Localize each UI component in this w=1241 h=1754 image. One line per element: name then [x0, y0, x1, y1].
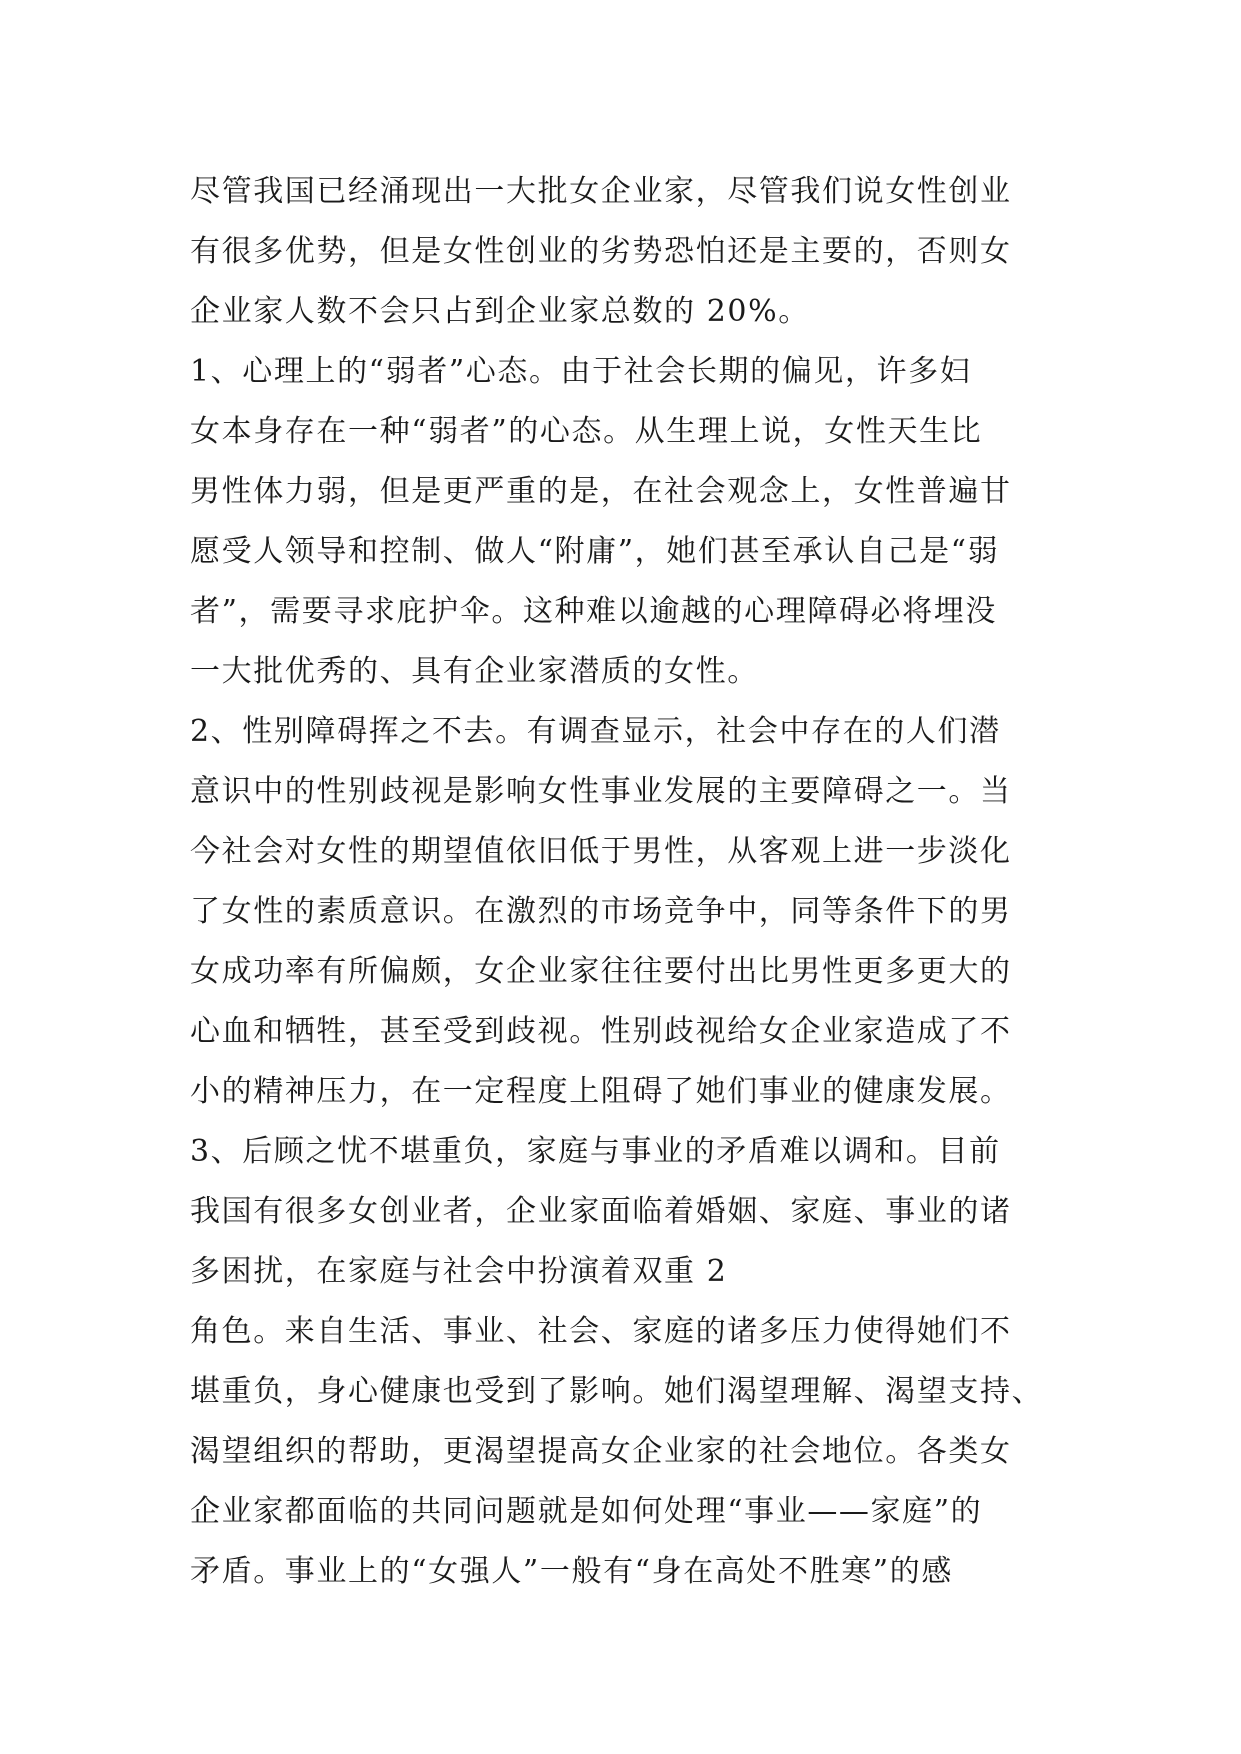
text-line: 角色。来自生活、事业、社会、家庭的诸多压力使得她们不 — [190, 1314, 1012, 1349]
text-line: 心血和牺牲，甚至受到歧视。性别歧视给女企业家造成了不 — [190, 1014, 1012, 1049]
text-line: 企业家都面临的共同问题就是如何处理“事业——家庭”的 — [190, 1494, 983, 1529]
text-line: 意识中的性别歧视是影响女性事业发展的主要障碍之一。当 — [190, 774, 1012, 809]
text-line: 企业家人数不会只占到企业家总数的 20%。 — [190, 294, 810, 329]
text-line: 男性体力弱，但是更严重的是，在社会观念上，女性普遍甘 — [190, 474, 1012, 509]
body-text — [190, 162, 1070, 1602]
text-line: 3、后顾之忧不堪重负，家庭与事业的矛盾难以调和。目前 — [190, 1134, 1001, 1169]
text-line: 我国有很多女创业者，企业家面临着婚姻、家庭、事业的诸 — [190, 1194, 1012, 1229]
text-line: 女成功率有所偏颇，女企业家往往要付出比男性更多更大的 — [190, 954, 1012, 989]
text-line: 女本身存在一种“弱者”的心态。从生理上说，女性天生比 — [190, 414, 983, 449]
text-line: 有很多优势，但是女性创业的劣势恐怕还是主要的，否则女 — [190, 234, 1012, 269]
text-line: 矛盾。事业上的“女强人”一般有“身在高处不胜寒”的感 — [190, 1554, 953, 1589]
text-line: 今社会对女性的期望值依旧低于男性，从客观上进一步淡化 — [190, 834, 1012, 869]
text-line: 一大批优秀的、具有企业家潜质的女性。 — [190, 654, 759, 689]
text-line: 堪重负，身心健康也受到了影响。她们渴望理解、渴望支持、 — [190, 1374, 1044, 1409]
text-line: 者”，需要寻求庇护伞。这种难以逾越的心理障碍必将埋没 — [190, 594, 997, 629]
text-line: 2、性别障碍挥之不去。有调查显示，社会中存在的人们潜 — [190, 714, 1001, 749]
text-line: 尽管我国已经涌现出一大批女企业家，尽管我们说女性创业 — [190, 174, 1012, 209]
text-line: 小的精神压力，在一定程度上阻碍了她们事业的健康发展。 — [190, 1074, 1012, 1109]
text-line: 愿受人领导和控制、做人“附庸”，她们甚至承认自己是“弱 — [190, 534, 1000, 569]
text-line: 渴望组织的帮助，更渴望提高女企业家的社会地位。各类女 — [190, 1434, 1012, 1469]
text-line: 了女性的素质意识。在激烈的市场竞争中，同等条件下的男 — [190, 894, 1012, 929]
text-line: 多困扰，在家庭与社会中扮演着双重 2 — [190, 1254, 728, 1289]
text-line: 1、心理上的“弱者”心态。由于社会长期的偏见，许多妇 — [190, 354, 972, 389]
